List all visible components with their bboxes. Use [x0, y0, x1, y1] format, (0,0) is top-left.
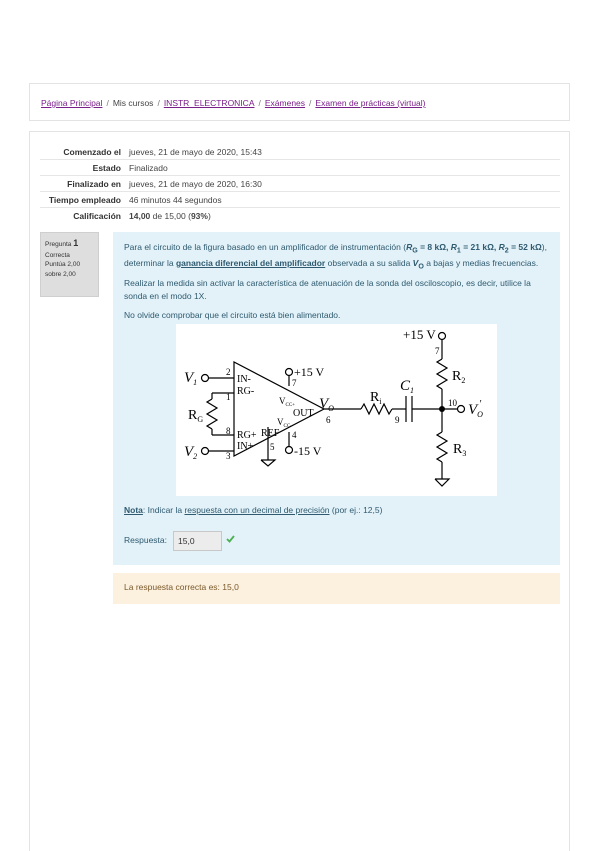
grade-value — [129, 208, 560, 224]
pin-label: 6 — [326, 415, 331, 425]
vcc-plus-supply-label: +15 V — [294, 365, 325, 379]
rg-minus-label: RG- — [237, 386, 255, 397]
correct-answer-feedback: La respuesta correcta es: 15,0 — [113, 573, 560, 604]
breadcrumb-separator: / — [157, 98, 160, 108]
question-text — [124, 241, 549, 272]
circuit-svg — [176, 324, 497, 496]
param-sub: 1 — [456, 246, 461, 255]
summary-label: Comenzado el — [40, 144, 129, 160]
param-sub: 2 — [504, 246, 509, 255]
pin-label: 1 — [226, 392, 231, 402]
v1-label: $V_1$ — [184, 370, 198, 387]
question-number-value: 1 — [73, 238, 79, 248]
pin-label: 10 — [448, 398, 457, 408]
answer-row — [124, 531, 235, 551]
v1-terminal — [202, 375, 209, 382]
ri-label: $R_i$ — [370, 390, 382, 406]
r3-resistor — [437, 432, 447, 462]
r2-resistor — [437, 359, 447, 389]
param: R — [498, 242, 505, 252]
in-minus-label: IN- — [237, 374, 251, 385]
pin-label: 7 — [435, 346, 440, 356]
vcc-minus-pin-label: $V_{CC-}$ — [277, 417, 292, 429]
pin-label: 2 — [226, 367, 231, 377]
c1-label: $C_1$ — [400, 378, 415, 395]
out-label: OUT — [293, 408, 314, 419]
r3-label: $R_3$ — [453, 442, 467, 458]
question-text-part: Para el circuito de la figura basado en un amplificador de instrumentación ( — [124, 242, 407, 252]
ground-symbol — [435, 479, 449, 486]
v2-label: $V_2$ — [184, 444, 198, 461]
question-label: Pregunta — [45, 241, 72, 248]
pin-label: 4 — [292, 430, 297, 440]
question-points: Puntúa 2,00 sobre 2,00 — [45, 261, 81, 278]
in-plus-label: IN+ — [237, 441, 254, 452]
junction-dot — [439, 406, 445, 412]
summary-label: Finalizado en — [40, 176, 129, 192]
plus15-label: +15 V — [403, 327, 436, 342]
ri-resistor — [361, 404, 392, 414]
grade-end: ) — [207, 210, 211, 221]
summary-value: Finalizado — [129, 160, 560, 176]
vo-prime-label: $V_O'$ — [468, 399, 483, 419]
pin-label: 9 — [395, 415, 400, 425]
rg-label: $R_G$ — [188, 408, 204, 424]
param: R — [450, 242, 457, 252]
pin-label: 5 — [270, 442, 275, 452]
breadcrumb-home[interactable]: Página Principal — [41, 98, 103, 108]
grade-score: 14,00 — [129, 210, 151, 221]
nota-link[interactable]: respuesta con un decimal de precisión — [184, 505, 330, 515]
rg-resistor — [207, 399, 217, 429]
vo-prime-terminal — [458, 406, 465, 413]
question-instruction: Realizar la medida sin activar la característica de atenuación de la sonda del osciloscopio, es decir, utilice la sonda en el modo 1X. — [124, 278, 531, 302]
param: V — [412, 257, 419, 268]
grade-mid: de 15,00 ( — [152, 210, 191, 221]
question-text-part: observada a su salida — [325, 257, 413, 268]
question-state: Correcta — [45, 251, 70, 259]
quiz-review-region — [29, 131, 570, 851]
pin-label: 8 — [226, 426, 231, 436]
param-val: = 52 kΩ — [508, 242, 542, 252]
param-val: = 21 kΩ, — [460, 242, 499, 252]
pin-label: 7 — [292, 378, 297, 388]
plus15-terminal — [439, 333, 446, 340]
param-sub: G — [412, 246, 418, 255]
v2-terminal — [202, 448, 209, 455]
nota-end: (por ej.: 12,5) — [329, 505, 383, 515]
question-number — [45, 237, 94, 251]
vcc-minus-terminal — [286, 447, 293, 454]
nota-text: : Indicar la — [142, 505, 185, 515]
summary-row — [40, 176, 560, 192]
breadcrumb-bar — [29, 83, 570, 121]
summary-label: Tiempo empleado — [40, 192, 129, 208]
breadcrumb-separator: / — [258, 98, 261, 108]
breadcrumb — [41, 98, 426, 108]
summary-row — [40, 160, 560, 176]
question-text-part: ), determinar la — [124, 242, 547, 268]
vo-label: $V_O$ — [319, 396, 334, 413]
vee-supply-label: -15 V — [294, 444, 322, 458]
breadcrumb-course[interactable]: INSTR_ELECTRONICA — [163, 98, 255, 108]
r2-label: $R_2$ — [452, 369, 466, 385]
attempt-summary-table — [40, 144, 560, 223]
pin-label: 3 — [226, 451, 231, 461]
breadcrumb-exam[interactable]: Examen de prácticas (virtual) — [315, 98, 426, 108]
summary-value: 46 minutos 44 segundos — [129, 192, 560, 208]
question-text-part: a bajas y medias frecuencias. — [423, 257, 539, 268]
check-icon — [226, 534, 235, 547]
summary-value: jueves, 21 de mayo de 2020, 16:30 — [129, 176, 560, 192]
vcc-plus-terminal — [286, 369, 293, 376]
summary-row — [40, 192, 560, 208]
nota-label: Nota — [124, 505, 143, 515]
ref-label: REF — [261, 428, 280, 439]
summary-row — [40, 208, 560, 224]
summary-label: Calificación — [73, 210, 121, 221]
question-info — [40, 232, 99, 297]
summary-row — [40, 144, 560, 160]
answer-note — [124, 504, 382, 517]
ground-symbol — [261, 460, 275, 466]
param: R — [406, 242, 413, 252]
circuit-diagram — [176, 324, 497, 496]
rg-plus-label: RG+ — [237, 430, 257, 441]
summary-label: Estado — [40, 160, 129, 176]
question-text-emphasis: ganancia diferencial del amplificador — [175, 257, 326, 268]
summary-value: jueves, 21 de mayo de 2020, 15:43 — [129, 144, 560, 160]
param-val: = 8 kΩ, — [417, 242, 451, 252]
grade-percent: 93% — [190, 210, 208, 221]
answer-input[interactable]: 15,0 — [173, 531, 222, 551]
answer-label: Respuesta: — [124, 535, 167, 546]
question-note: No olvide comprobar que el circuito está bien alimentado. — [124, 309, 341, 320]
breadcrumb-separator: / — [309, 98, 312, 108]
breadcrumb-exams[interactable]: Exámenes — [264, 98, 306, 108]
breadcrumb-separator: / — [106, 98, 109, 108]
param-sub: O — [418, 262, 424, 271]
question-content — [113, 232, 560, 565]
vcc-plus-pin-label: $V_{CC+}$ — [279, 396, 295, 408]
breadcrumb-my-courses: Mis cursos — [112, 98, 154, 108]
